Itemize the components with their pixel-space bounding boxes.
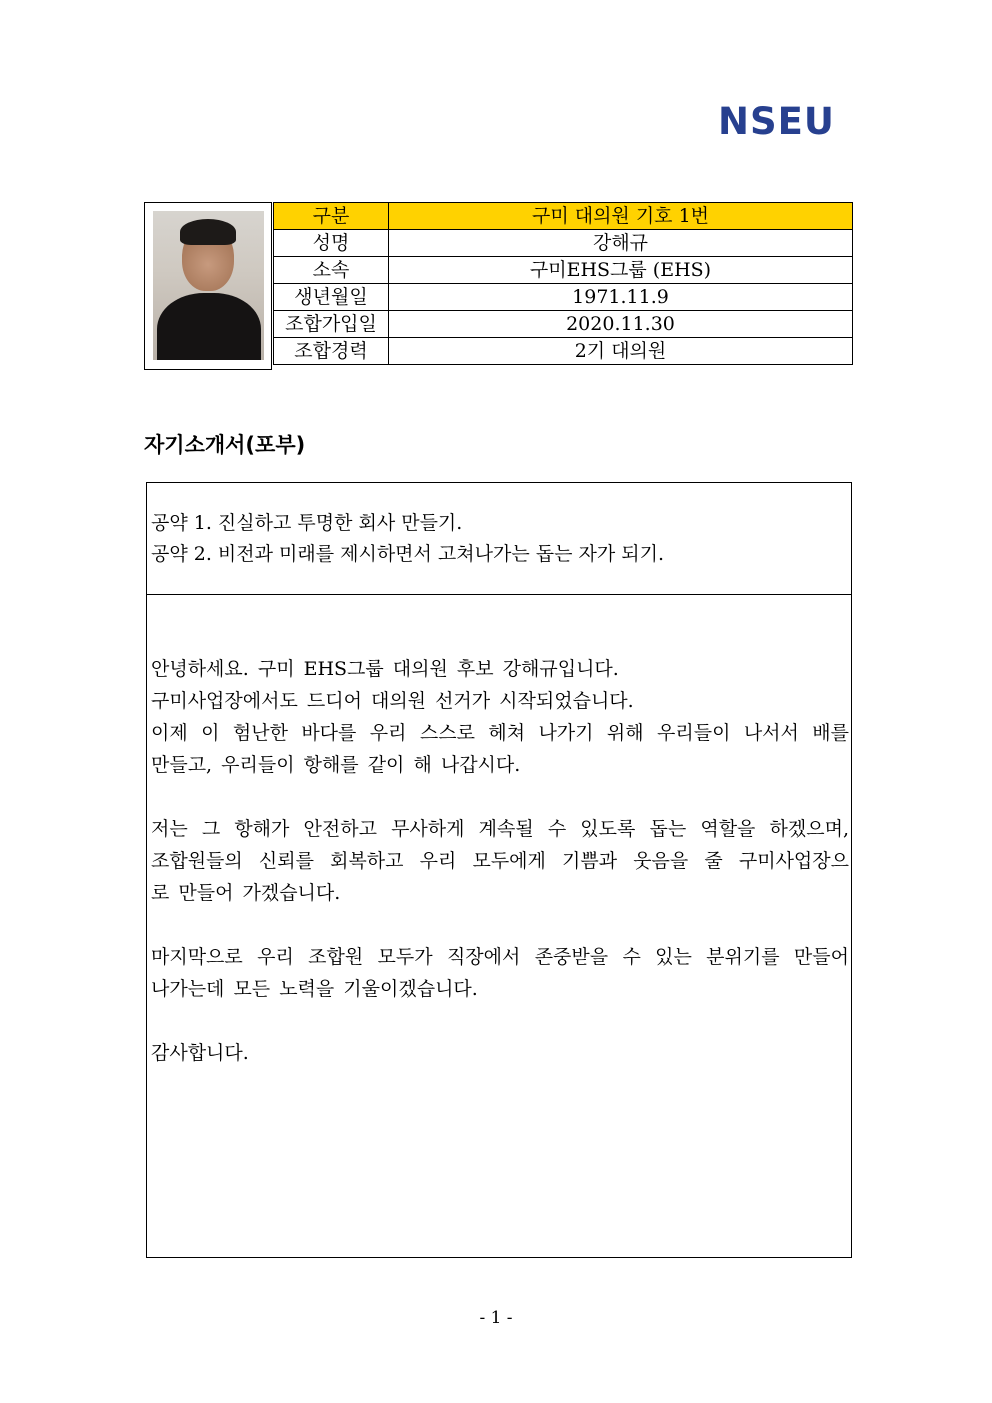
paragraph-greeting [151, 653, 849, 781]
body-line: 구미사업장에서도 드디어 대의원 선거가 시작되었습니다. [151, 690, 634, 712]
page-number: - 1 - [479, 1308, 513, 1328]
pledges-section [147, 483, 851, 595]
profile-row-birthdate [274, 284, 853, 311]
body-line: 저는 그 항해가 안전하고 무사하게 계속될 수 있도록 돕는 역할을 하겠으며, [151, 818, 849, 840]
profile-value: 강해규 [389, 230, 853, 257]
pledge-item: 공약 1. 진실하고 투명한 회사 만들기. [151, 512, 463, 534]
profile-label: 생년월일 [274, 284, 389, 311]
candidate-photo [153, 211, 264, 360]
body-line: 안녕하세요. 구미 EHS그룹 대의원 후보 강해규입니다. [151, 658, 619, 680]
profile-label: 조합가입일 [274, 311, 389, 338]
profile-label: 성명 [274, 230, 389, 257]
body-line: 마지막으로 우리 조합원 모두가 직장에서 존중받을 수 있는 분위기를 만들어 [151, 946, 849, 968]
profile-value: 2기 대의원 [389, 338, 853, 365]
photo-cell [144, 202, 272, 370]
section-title: 자기소개서(포부) [144, 433, 306, 457]
profile-row-career [274, 338, 853, 365]
profile-row-affiliation [274, 257, 853, 284]
candidate-info [144, 202, 853, 370]
paragraph-role [151, 813, 849, 909]
body-line: 나가는데 모든 노력을 기울이겠습니다. [151, 978, 478, 1000]
profile-value: 2020.11.30 [389, 311, 853, 338]
body-line: 로 만들어 가겠습니다. [151, 882, 341, 904]
profile-label: 조합경력 [274, 338, 389, 365]
body-line: 이제 이 험난한 바다를 우리 스스로 헤쳐 나가기 위해 우리들이 나서서 배를 [151, 722, 849, 744]
body-line: 만들고, 우리들이 항해를 같이 해 나갑시다. [151, 754, 521, 776]
body-line: 감사합니다. [151, 1042, 249, 1064]
profile-value: 1971.11.9 [389, 284, 853, 311]
paragraph-thanks [151, 1037, 849, 1069]
nseu-logo: NSEU [718, 100, 835, 143]
profile-row-join-date [274, 311, 853, 338]
profile-row-name [274, 230, 853, 257]
profile-table [273, 202, 853, 365]
profile-value: 구미 대의원 기호 1번 [389, 203, 853, 230]
profile-row-category [274, 203, 853, 230]
paragraph-closing [151, 941, 849, 1005]
profile-label: 소속 [274, 257, 389, 284]
body-line: 조합원들의 신뢰를 회복하고 우리 모두에게 기쁨과 웃음을 줄 구미사업장으 [151, 850, 849, 872]
pledge-item: 공약 2. 비전과 미래를 제시하면서 고쳐나가는 돕는 자가 되기. [151, 543, 664, 565]
profile-label: 구분 [274, 203, 389, 230]
statement-body [151, 653, 849, 1101]
statement-box [146, 482, 852, 1258]
profile-value: 구미EHS그룹 (EHS) [389, 257, 853, 284]
